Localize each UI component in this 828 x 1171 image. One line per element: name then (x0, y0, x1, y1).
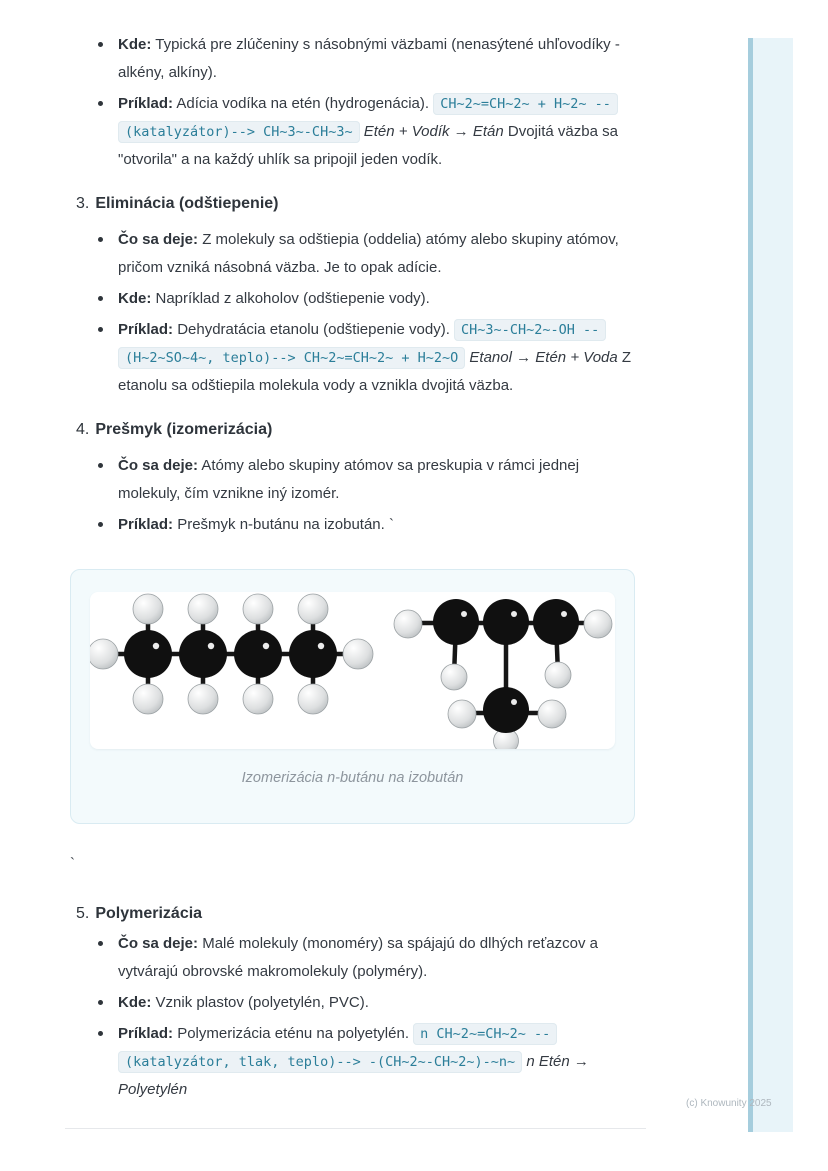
list-item-text: Kde: Napríklad z alkoholov (odštiepenie vody). (118, 290, 430, 307)
bullet-icon (98, 1000, 103, 1005)
chem-formula-code: n CH~2~=CH~2~ --(katalyzátor, tlak, teplo)--> -(CH~2~-CH~2~)-~n~ (118, 1023, 557, 1073)
list-item-text: Príklad: Adícia vodíka na etén (hydrogenácia). CH~2~=CH~2~ + H~2~ --(katalyzátor)--> CH~3~-CH~3~ Etén + Vodík → Etán Dvojitá väzba sa "otvorila" a na každý uhlík sa pripojil jeden vodík. (118, 95, 618, 168)
section-title: Prešmyk (izomerizácia) (95, 421, 273, 438)
item-label: Príklad: (118, 321, 174, 338)
list-item (98, 452, 641, 508)
bottom-divider (65, 1128, 646, 1129)
molecule-image (90, 592, 615, 749)
chem-formula-code: CH~2~=CH~2~ + H~2~ --(katalyzátor)--> CH~3~-CH~3~ (118, 93, 618, 143)
bullet-icon (98, 327, 103, 332)
figure-caption: Izomerizácia n-butánu na izobután (241, 770, 464, 786)
list-item (98, 316, 641, 400)
section-presmyk (65, 418, 641, 539)
section-title: Eliminácia (odštiepenie) (95, 195, 279, 212)
list-item (98, 31, 641, 87)
chem-summary-italic: Etén + Vodík → Etán (363, 123, 504, 140)
item-label: Čo sa deje: (118, 457, 199, 474)
bullet-icon (98, 42, 103, 47)
bullet-icon (98, 101, 103, 106)
section-number: 3. (76, 195, 90, 212)
item-label: Kde: (118, 290, 152, 307)
item-label: Čo sa deje: (118, 935, 199, 952)
list-item-text: Príklad: Prešmyk n-butánu na izobután. ` (118, 516, 394, 533)
side-highlight-panel (748, 38, 793, 1132)
section-number: 4. (76, 421, 90, 438)
list-item (98, 511, 641, 539)
list-item-text: Čo sa deje: Malé molekuly (monoméry) sa spájajú do dlhých reťazcov a vytvárajú obrovské makromolekuly (polyméry). (118, 935, 598, 980)
list-item-text: Príklad: Polymerizácia eténu na polyetylén. n CH~2~=CH~2~ --(katalyzátor, tlak, teplo)--> -(CH~2~-CH~2~)-~n~ n Etén → Polyetylén (118, 1025, 589, 1098)
section-heading (76, 902, 641, 926)
bullet-icon (98, 1031, 103, 1036)
item-label: Príklad: (118, 95, 174, 112)
bullet-icon (98, 237, 103, 242)
figure-card (70, 569, 635, 824)
list-item (98, 930, 641, 986)
molecule-ball-stick-svg (90, 592, 615, 749)
list-item (98, 90, 641, 174)
item-label: Kde: (118, 994, 152, 1011)
section-number: 5. (76, 905, 90, 922)
section-heading (76, 418, 641, 442)
chem-summary-italic: n Etén → Polyetylén (118, 1053, 589, 1098)
chem-formula-code: CH~3~-CH~2~-OH --(H~2~SO~4~, teplo)--> CH~2~=CH~2~ + H~2~O (118, 319, 606, 369)
list-item-text: Kde: Vznik plastov (polyetylén, PVC). (118, 994, 369, 1011)
item-label: Príklad: (118, 516, 174, 533)
list-item-text: Príklad: Dehydratácia etanolu (odštiepenie vody). CH~3~-CH~2~-OH --(H~2~SO~4~, teplo)--> CH~2~=CH~2~ + H~2~O Etanol → Etén + Voda Z etanolu sa odštiepila molekula vody a vznikla dvojitá väzba. (118, 321, 632, 394)
item-label: Čo sa deje: (118, 231, 199, 248)
bullet-icon (98, 296, 103, 301)
stray-backtick: ` (70, 855, 75, 872)
list-item (98, 989, 641, 1017)
item-label: Kde: (118, 36, 152, 53)
section-heading (76, 192, 641, 216)
bullet-icon (98, 941, 103, 946)
section-title: Polymerizácia (95, 905, 203, 922)
document-content (65, 31, 641, 1107)
section-eliminacia (65, 192, 641, 400)
list-item-text: Kde: Typická pre zlúčeniny s násobnými väzbami (nenasýtené uhľovodíky - alkény, alkíny). (118, 36, 620, 81)
list-item (98, 1020, 641, 1104)
item-label: Príklad: (118, 1025, 174, 1042)
list-item (98, 285, 641, 313)
chem-summary-italic: Etanol → Etén + Voda (469, 349, 618, 366)
list-item-text: Čo sa deje: Atómy alebo skupiny atómov sa preskupia v rámci jednej molekuly, čím vznikne iný izomér. (118, 457, 580, 502)
list-item-text: Čo sa deje: Z molekuly sa odštiepia (oddelia) atómy alebo skupiny atómov, pričom vzniká násobná väzba. Je to opak adície. (118, 231, 619, 276)
bullet-icon (98, 522, 103, 527)
bullet-icon (98, 463, 103, 468)
section-polymerizacia (65, 902, 641, 1104)
copyright-watermark: (c) Knowunity 2025 (686, 1098, 772, 1109)
list-item (98, 226, 641, 282)
